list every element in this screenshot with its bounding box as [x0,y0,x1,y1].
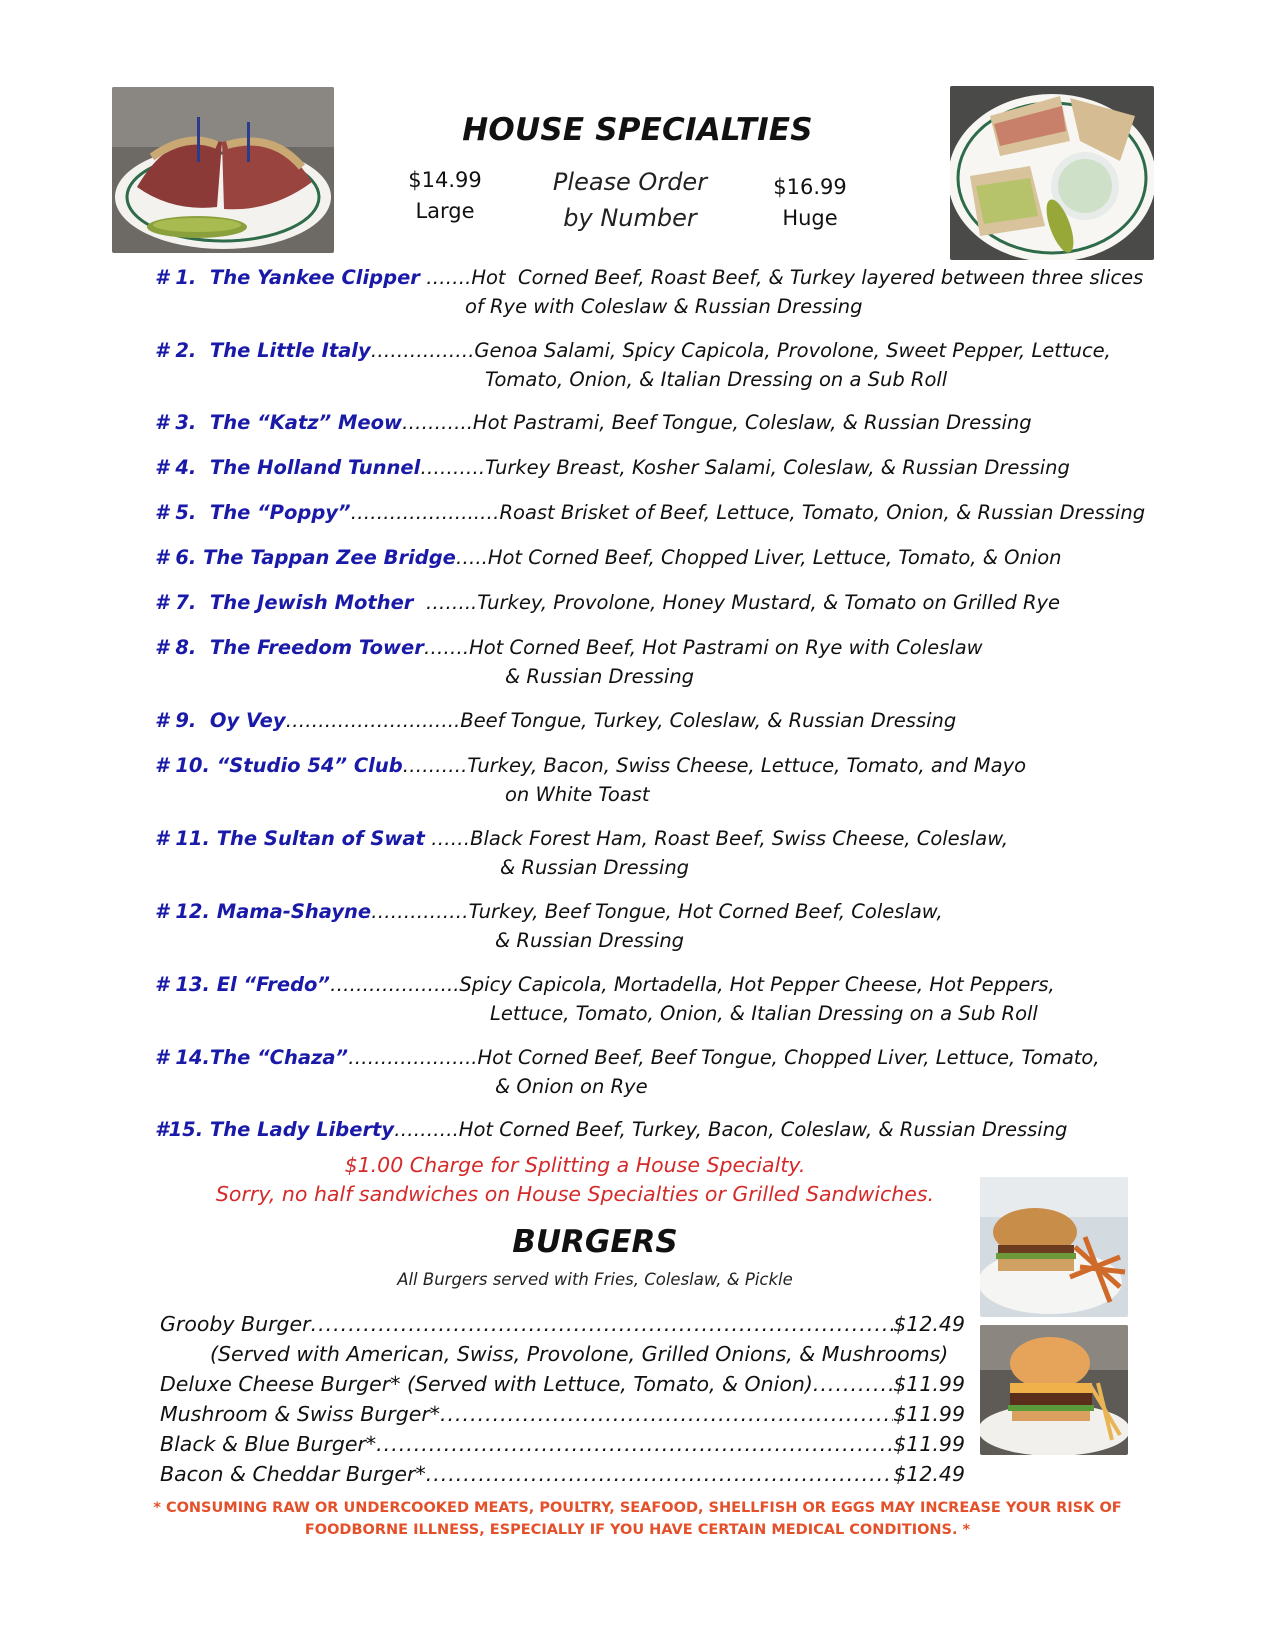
specialty-item [155,970,1155,1028]
order-line-2: by Number [563,204,697,232]
specialty-line [155,751,1155,780]
no-half-sandwich-note: Sorry, no half sandwiches on House Specialties or Grilled Sandwiches. [215,1182,935,1206]
specialty-description: Hot Corned Beef, Hot Pastrami on Rye with Coleslaw [469,636,983,659]
huge-label: Huge [782,206,838,230]
specialty-item [155,633,1155,691]
specialty-description: Black Forest Ham, Roast Beef, Swiss Cheese, Coleslaw, [470,827,1009,850]
specialty-number: # 5. [155,501,210,524]
specialty-name: “Studio 54” Club [216,754,403,777]
specialty-leader: …….. [413,591,478,614]
specialty-number: # 6. [155,546,204,569]
specialty-line [155,1115,1155,1144]
specialty-description-continued: & Russian Dressing [495,929,685,952]
specialty-name: The Freedom Tower [209,636,424,659]
specialty-line [155,706,1155,735]
huge-price: $16.99 [773,175,847,199]
specialty-item [155,408,1155,437]
specialty-description-continued: & Russian Dressing [500,856,690,879]
specialty-number: # 10. [155,754,217,777]
specialty-name: The “Chaza” [209,1046,349,1069]
specialty-description: Beef Tongue, Turkey, Coleslaw, & Russian Dressing [460,709,957,732]
specialty-item [155,897,1155,955]
specialty-number: # 3. [155,411,210,434]
specialty-name: The Jewish Mother [209,591,414,614]
burger-item-black-blue [160,1429,965,1459]
specialty-line [155,824,1155,853]
specialty-description: Hot Corned Beef, Turkey, Bacon, Coleslaw, & Russian Dressing [458,1118,1068,1141]
specialty-name: The Tappan Zee Bridge [203,546,456,569]
specialty-item [155,498,1155,527]
split-charge-note: $1.00 Charge for Splitting a House Specialty. [344,1153,806,1177]
specialty-leader: ………………….….. [285,709,461,732]
food-safety-warning [0,1497,1275,1541]
specialty-description-continued: of Rye with Coleslaw & Russian Dressing [465,295,863,318]
specialty-description: Hot Corned Beef, Roast Beef, & Turkey layered between three slices [471,266,1144,289]
burger-name: Bacon & Cheddar Burger* [160,1462,426,1486]
specialty-name: The “Poppy” [209,501,351,524]
specialty-name: The Little Italy [209,339,371,362]
specialty-line [155,336,1155,365]
specialty-item [155,1043,1155,1101]
specialty-line [155,408,1155,437]
specialty-description: Turkey Breast, Kosher Salami, Coleslaw, & Russian Dressing [485,456,1070,479]
specialty-number: # 11. [155,827,217,850]
burgers-heading: BURGERS [512,1224,678,1260]
specialty-leader: ………. [420,456,486,479]
burger-price: $11.99 [893,1372,965,1396]
specialty-description: Turkey, Provolone, Honey Mustard, & Tomato on Grilled Rye [477,591,1061,614]
burger-item-mushroom-swiss [160,1399,965,1429]
specialty-line [155,543,1155,572]
burger-price: $12.49 [893,1312,965,1336]
specialty-number: # 2. [155,339,210,362]
specialty-item [155,453,1155,482]
specialty-leader: ……. [423,636,470,659]
specialty-name: The “Katz” Meow [209,411,403,434]
specialty-description-continued: & Russian Dressing [505,665,695,688]
specialty-item [155,1115,1155,1144]
specialty-item [155,751,1155,809]
page-title: HOUSE SPECIALTIES [462,112,813,148]
burger-name: Black & Blue Burger* [160,1432,377,1456]
burger-name: Grooby Burger [160,1312,311,1336]
specialty-item [155,824,1155,882]
specialty-line [155,263,1155,292]
specialty-item [155,588,1155,617]
specialty-description: Spicy Capicola, Mortadella, Hot Pepper Cheese, Hot Peppers, [459,973,1055,996]
order-by-number-note [530,164,730,236]
specialty-leader: ……………. [370,339,475,362]
specialty-line [155,970,1155,999]
specialty-description: Hot Corned Beef, Beef Tongue, Chopped Liver, Lettuce, Tomato, [477,1046,1100,1069]
specialty-leader: ……………….. [330,973,460,996]
huge-price-block [760,172,860,234]
specialty-description: Turkey, Bacon, Swiss Cheese, Lettuce, Tomato, and Mayo [467,754,1027,777]
specialty-name: The Yankee Clipper [209,266,420,289]
specialty-name: The Holland Tunnel [209,456,421,479]
specialty-number: # 7. [155,591,210,614]
specialty-line [155,453,1155,482]
specialty-item [155,263,1155,321]
specialty-line [155,1043,1155,1072]
specialty-leader: …… [424,827,471,850]
specialty-leader: …………… [371,900,469,923]
specialty-description-continued: & Onion on Rye [495,1075,648,1098]
burger-name: Deluxe Cheese Burger* (Served with Lettuce, Tomato, & Onion) [160,1372,813,1396]
specialty-number: # 8. [155,636,210,659]
specialty-description-continued: on White Toast [505,783,650,806]
specialty-line [155,897,1155,926]
large-price: $14.99 [408,168,482,192]
cheeseburger-photo [980,1325,1128,1455]
grooby-burger-note: (Served with American, Swiss, Provolone, Grilled Onions, & Mushrooms) [210,1342,949,1366]
specialty-leader: ………. [394,1118,459,1141]
specialty-leader: ………. [402,754,468,777]
order-line-1: Please Order [552,168,708,196]
burgers-subtitle: All Burgers served with Fries, Coleslaw, & Pickle [397,1270,793,1289]
specialty-description: Hot Pastrami, Beef Tongue, Coleslaw, & Russian Dressing [472,411,1032,434]
specialty-number: # 14. [155,1046,210,1069]
specialty-number: #15. [155,1118,210,1141]
specialty-line [155,498,1155,527]
specialty-line [155,633,1155,662]
specialty-leader: ……. [419,266,472,289]
specialty-leader: ….. [455,546,488,569]
specialty-name: The Sultan of Swat [216,827,425,850]
large-label: Large [415,199,475,223]
specialty-description-continued: Lettuce, Tomato, Onion, & Italian Dressing on a Sub Roll [490,1002,1038,1025]
specialty-number: # 13. [155,973,217,996]
specialty-item [155,543,1155,572]
specialty-number: # 9. [155,709,210,732]
specialty-name: Mama-Shayne [216,900,372,923]
burger-item-grooby [160,1309,965,1339]
specialty-name: El “Fredo” [216,973,330,996]
burger-name: Mushroom & Swiss Burger* [160,1402,440,1426]
specialty-description: Roast Brisket of Beef, Lettuce, Tomato, Onion, & Russian Dressing [499,501,1146,524]
large-price-block [395,165,495,227]
specialty-name: The Lady Liberty [209,1118,395,1141]
burger-price: $11.99 [893,1432,965,1456]
specialty-number: # 4. [155,456,210,479]
specialty-item [155,336,1155,394]
specialty-number: # 12. [155,900,217,923]
burger-price: $12.49 [893,1462,965,1486]
specialty-description: Turkey, Beef Tongue, Hot Corned Beef, Coleslaw, [468,900,943,923]
specialty-line [155,588,1155,617]
specialty-item [155,706,1155,735]
specialty-leader: ………………..… [350,501,500,524]
warning-line-2: FOODBORNE ILLNESS, ESPECIALLY IF YOU HAVE CERTAIN MEDICAL CONDITIONS. * [304,1522,971,1538]
specialty-number: # 1. [155,266,210,289]
burger-price: $11.99 [893,1402,965,1426]
burger-item-bacon-cheddar [160,1459,965,1489]
specialty-description: Hot Corned Beef, Chopped Liver, Lettuce, Tomato, & Onion [487,546,1062,569]
specialty-leader: ……….. [402,411,473,434]
specialty-description: Genoa Salami, Spicy Capicola, Provolone, Sweet Pepper, Lettuce, [474,339,1111,362]
warning-line-1: * CONSUMING RAW OR UNDERCOOKED MEATS, POULTRY, SEAFOOD, SHELLFISH OR EGGS MAY INCREASE YOUR RISK OF [153,1500,1122,1516]
specialty-description-continued: Tomato, Onion, & Italian Dressing on a Sub Roll [485,368,948,391]
specialty-name: Oy Vey [209,709,286,732]
specialty-leader: ……………….. [348,1046,478,1069]
burger-item-deluxe-cheese [160,1369,965,1399]
